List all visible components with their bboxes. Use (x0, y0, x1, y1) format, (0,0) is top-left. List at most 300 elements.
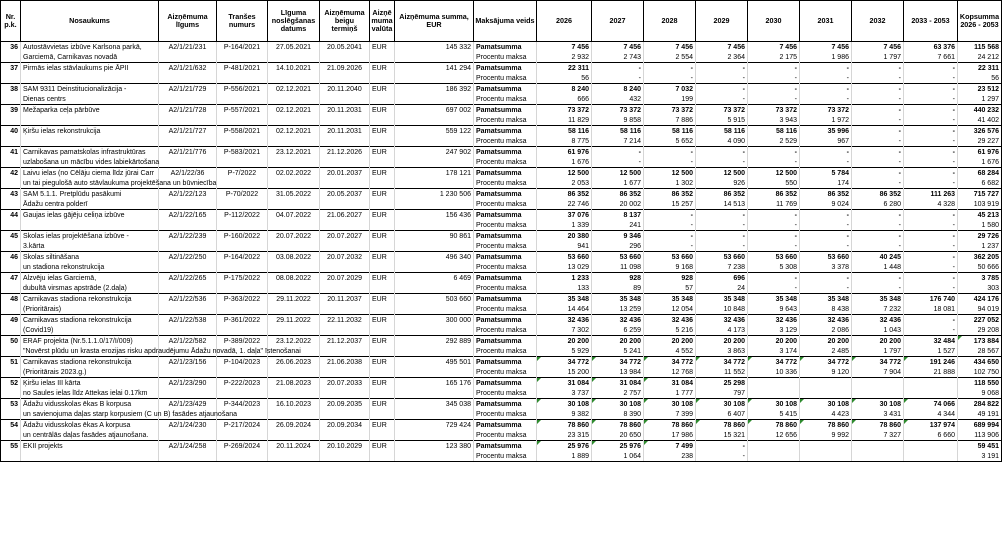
principal-value: 86 352 (748, 189, 800, 200)
currency: EUR (370, 63, 395, 74)
table-row-interest (1, 262, 1002, 273)
date-signed: 02.02.2022 (268, 168, 320, 179)
principal-value: - (852, 126, 904, 137)
payment-type-interest: Procentu maksa (474, 241, 537, 252)
empty-cell (320, 52, 370, 63)
interest-value: 17 986 (644, 430, 696, 441)
principal-value: 35 348 (800, 294, 852, 305)
interest-value: - (904, 115, 958, 126)
interest-total: 50 666 (958, 262, 1002, 273)
interest-value: 1 972 (800, 115, 852, 126)
project-name-line2: un stadiona rekonstrukcija (21, 262, 159, 273)
principal-value: 32 436 (800, 315, 852, 326)
row-number: 50 (1, 336, 21, 347)
empty-cell (268, 367, 320, 378)
tranche-number: P-222/2023 (217, 378, 268, 389)
interest-value: 9 643 (748, 304, 800, 315)
payment-type-principal: Pamatsumma (474, 315, 537, 326)
interest-value: 15 200 (537, 367, 592, 378)
principal-value: 7 032 (644, 84, 696, 95)
tranche-number: P-556/2021 (217, 84, 268, 95)
principal-total: 173 884 (958, 336, 1002, 347)
interest-value: 89 (592, 283, 644, 294)
table-row-interest (1, 304, 1002, 315)
interest-value: - (644, 73, 696, 84)
payment-type-principal: Pamatsumma (474, 357, 537, 368)
empty-cell (395, 136, 474, 147)
empty-cell (395, 451, 474, 462)
principal-value: 20 200 (748, 336, 800, 347)
interest-total: 29 227 (958, 136, 1002, 147)
interest-value (800, 451, 852, 462)
empty-cell (320, 220, 370, 231)
interest-value: 241 (592, 220, 644, 231)
interest-value: 7 238 (696, 262, 748, 273)
tranche-number: P-164/2022 (217, 252, 268, 263)
empty-cell (268, 73, 320, 84)
principal-value: - (904, 168, 958, 179)
tranche-number: P-558/2021 (217, 126, 268, 137)
interest-value: 18 081 (904, 304, 958, 315)
interest-value: 4 552 (644, 346, 696, 357)
empty-cell (217, 94, 268, 105)
payment-type-principal: Pamatsumma (474, 294, 537, 305)
payment-type-principal: Pamatsumma (474, 63, 537, 74)
empty-cell (370, 115, 395, 126)
principal-value: 78 860 (748, 420, 800, 431)
date-signed: 23.12.2021 (268, 147, 320, 158)
agreement-id: A2/1/22/239 (159, 231, 217, 242)
empty-cell (370, 451, 395, 462)
principal-value: - (904, 315, 958, 326)
principal-value: 73 372 (696, 105, 748, 116)
interest-value: - (696, 451, 748, 462)
header-row (1, 1, 1002, 42)
empty-cell (370, 325, 395, 336)
interest-value: - (644, 220, 696, 231)
principal-value: 86 352 (537, 189, 592, 200)
interest-total: 113 906 (958, 430, 1002, 441)
interest-value (904, 388, 958, 399)
empty-cell (320, 430, 370, 441)
loan-term: 21.06.2038 (320, 357, 370, 368)
date-signed: 02.12.2021 (268, 126, 320, 137)
interest-value: 15 321 (696, 430, 748, 441)
agreement-id: A2/1/22/265 (159, 273, 217, 284)
payment-type-principal: Pamatsumma (474, 147, 537, 158)
principal-value: 9 346 (592, 231, 644, 242)
principal-value: 53 660 (537, 252, 592, 263)
empty-cell (395, 262, 474, 273)
empty-cell (395, 304, 474, 315)
principal-value: 73 372 (748, 105, 800, 116)
principal-value: 8 240 (592, 84, 644, 95)
header-2031: 2031 (800, 1, 852, 42)
row-number: 38 (1, 84, 21, 95)
empty-cell (217, 430, 268, 441)
interest-total: 1 580 (958, 220, 1002, 231)
empty-cell (320, 199, 370, 210)
interest-value: 12 768 (644, 367, 696, 378)
row-number-empty (1, 94, 21, 105)
principal-value: 5 784 (800, 168, 852, 179)
payment-type-principal: Pamatsumma (474, 105, 537, 116)
project-name-line2: un centrālās daļas fasādes atjaunošana. (21, 430, 159, 441)
loan-term: 21.06.2027 (320, 210, 370, 221)
empty-cell (370, 52, 395, 63)
principal-value: - (904, 252, 958, 263)
interest-value: 9 992 (800, 430, 852, 441)
row-number: 51 (1, 357, 21, 368)
table-row (1, 105, 1002, 116)
header-2033-2053: 2033 - 2053 (904, 1, 958, 42)
interest-value: 2 529 (748, 136, 800, 147)
project-name-line2: un savienojuma daļas starp korpusiem (C un B) fasādes atjaunošana (21, 409, 159, 420)
principal-total: 23 512 (958, 84, 1002, 95)
loan-amount: 123 380 (395, 441, 474, 452)
interest-value: 13 029 (537, 262, 592, 273)
empty-cell (268, 430, 320, 441)
principal-value: - (696, 441, 748, 452)
interest-value: 1 889 (537, 451, 592, 462)
principal-value: 53 660 (696, 252, 748, 263)
loan-amount: 156 436 (395, 210, 474, 221)
empty-cell (217, 283, 268, 294)
interest-value: 1 043 (852, 325, 904, 336)
table-row (1, 168, 1002, 179)
principal-value: 7 456 (644, 42, 696, 53)
row-number-empty (1, 52, 21, 63)
agreement-id: A2/1/22/250 (159, 252, 217, 263)
loan-term: 20.07.2033 (320, 378, 370, 389)
empty-cell (370, 430, 395, 441)
principal-value: 31 084 (644, 378, 696, 389)
principal-value: - (852, 210, 904, 221)
principal-total: 227 052 (958, 315, 1002, 326)
principal-value: 53 660 (748, 252, 800, 263)
payment-type-principal: Pamatsumma (474, 126, 537, 137)
interest-value: - (904, 262, 958, 273)
interest-value: 926 (696, 178, 748, 189)
tranche-number: P-363/2022 (217, 294, 268, 305)
empty-cell (159, 157, 217, 168)
loan-term: 20.09.2034 (320, 420, 370, 431)
interest-value: 11 769 (748, 199, 800, 210)
principal-value: 58 116 (592, 126, 644, 137)
principal-value: 8 137 (592, 210, 644, 221)
empty-cell (370, 283, 395, 294)
empty-cell (159, 451, 217, 462)
empty-cell (217, 325, 268, 336)
empty-cell (320, 94, 370, 105)
interest-value: - (904, 241, 958, 252)
empty-cell (217, 157, 268, 168)
interest-value: - (696, 73, 748, 84)
empty-cell (370, 241, 395, 252)
empty-cell (370, 178, 395, 189)
agreement-id: A2/1/21/728 (159, 105, 217, 116)
interest-value: 199 (644, 94, 696, 105)
interest-value: 3 431 (852, 409, 904, 420)
interest-total: 49 191 (958, 409, 1002, 420)
empty-cell (268, 52, 320, 63)
interest-total: 303 (958, 283, 1002, 294)
principal-value: 34 772 (696, 357, 748, 368)
payment-type-interest: Procentu maksa (474, 136, 537, 147)
date-signed: 20.07.2022 (268, 231, 320, 242)
currency: EUR (370, 231, 395, 242)
payment-type-principal: Pamatsumma (474, 84, 537, 95)
interest-value: - (748, 157, 800, 168)
interest-value: - (748, 94, 800, 105)
empty-cell (395, 94, 474, 105)
payment-type-interest: Procentu maksa (474, 73, 537, 84)
empty-cell (159, 220, 217, 231)
interest-value (852, 388, 904, 399)
project-name-line2 (21, 451, 159, 462)
table-row (1, 294, 1002, 305)
currency: EUR (370, 84, 395, 95)
loan-term: 21.09.2026 (320, 63, 370, 74)
payment-type-interest: Procentu maksa (474, 283, 537, 294)
header-total: Kopsumma 2026 - 2053 (958, 1, 1002, 42)
interest-value: - (800, 283, 852, 294)
interest-value: - (904, 94, 958, 105)
empty-cell (159, 52, 217, 63)
principal-value (748, 378, 800, 389)
empty-cell (320, 115, 370, 126)
interest-value: - (800, 94, 852, 105)
date-signed: 29.11.2022 (268, 315, 320, 326)
principal-value: 30 108 (592, 399, 644, 410)
row-number-empty (1, 73, 21, 84)
currency: EUR (370, 147, 395, 158)
loan-term: 21.12.2037 (320, 336, 370, 347)
principal-value: 32 484 (904, 336, 958, 347)
row-number: 39 (1, 105, 21, 116)
header-payment-type: Maksājuma veids (474, 1, 537, 42)
interest-value: 7 886 (644, 115, 696, 126)
principal-value: - (852, 63, 904, 74)
empty-cell (395, 199, 474, 210)
row-number: 48 (1, 294, 21, 305)
payment-type-interest: Procentu maksa (474, 52, 537, 63)
payment-type-principal: Pamatsumma (474, 231, 537, 242)
interest-value: - (748, 283, 800, 294)
date-signed: 14.10.2021 (268, 63, 320, 74)
row-number: 52 (1, 378, 21, 389)
interest-value: 133 (537, 283, 592, 294)
agreement-id: A2/1/23/290 (159, 378, 217, 389)
tranche-number: P-112/2022 (217, 210, 268, 221)
empty-cell (320, 241, 370, 252)
empty-cell (159, 304, 217, 315)
interest-value: 24 (696, 283, 748, 294)
principal-value: - (592, 147, 644, 158)
interest-value: 1 302 (644, 178, 696, 189)
principal-value: 86 352 (644, 189, 696, 200)
interest-value: 1 527 (904, 346, 958, 357)
interest-total: 94 019 (958, 304, 1002, 315)
currency: EUR (370, 105, 395, 116)
empty-cell (159, 325, 217, 336)
empty-cell (370, 409, 395, 420)
principal-value: - (748, 147, 800, 158)
loan-amount: 247 902 (395, 147, 474, 158)
table-row (1, 231, 1002, 242)
table-row-interest (1, 94, 1002, 105)
interest-value: 7 214 (592, 136, 644, 147)
principal-value: 20 380 (537, 231, 592, 242)
tranche-number: P-344/2023 (217, 399, 268, 410)
interest-value: - (696, 94, 748, 105)
interest-value: 57 (644, 283, 696, 294)
interest-value (904, 451, 958, 462)
row-number-empty (1, 409, 21, 420)
principal-total: 61 976 (958, 147, 1002, 158)
interest-value: 174 (800, 178, 852, 189)
interest-value: 1 797 (852, 52, 904, 63)
interest-value: 5 216 (644, 325, 696, 336)
loan-term: 20.07.2027 (320, 231, 370, 242)
principal-value: - (904, 84, 958, 95)
principal-value: - (748, 63, 800, 74)
payment-type-principal: Pamatsumma (474, 252, 537, 263)
agreement-id: A2/1/22/538 (159, 315, 217, 326)
empty-cell (370, 220, 395, 231)
principal-value: 63 376 (904, 42, 958, 53)
principal-total: 29 726 (958, 231, 1002, 242)
empty-cell (159, 199, 217, 210)
empty-cell (395, 409, 474, 420)
principal-value: 20 200 (696, 336, 748, 347)
principal-value: - (852, 273, 904, 284)
table-row-interest (1, 178, 1002, 189)
row-number: 45 (1, 231, 21, 242)
interest-value: 22 746 (537, 199, 592, 210)
interest-value: 1 064 (592, 451, 644, 462)
project-name: EKII projekts (21, 441, 159, 452)
interest-value (800, 388, 852, 399)
empty-cell (217, 199, 268, 210)
interest-value: - (800, 73, 852, 84)
payment-type-principal: Pamatsumma (474, 420, 537, 431)
agreement-id: A2/1/22/36 (159, 168, 217, 179)
interest-total: 1 297 (958, 94, 1002, 105)
principal-value: 86 352 (592, 189, 644, 200)
principal-value (748, 441, 800, 452)
empty-cell (370, 367, 395, 378)
interest-total: 24 212 (958, 52, 1002, 63)
principal-value: 78 860 (852, 420, 904, 431)
empty-cell (320, 409, 370, 420)
empty-cell (217, 178, 268, 189)
interest-value: 1 797 (852, 346, 904, 357)
row-number-empty (1, 346, 21, 357)
empty-cell (395, 346, 474, 357)
row-number-empty (1, 115, 21, 126)
empty-cell (268, 304, 320, 315)
empty-cell (217, 220, 268, 231)
project-name: Skolas siltināšana (21, 252, 159, 263)
interest-value: 797 (696, 388, 748, 399)
interest-value: 6 407 (696, 409, 748, 420)
tranche-number: P-269/2024 (217, 441, 268, 452)
agreement-id: A2/1/23/156 (159, 357, 217, 368)
loan-amount: 292 889 (395, 336, 474, 347)
table-row-interest (1, 73, 1002, 84)
agreement-id: A2/1/22/123 (159, 189, 217, 200)
empty-cell (320, 388, 370, 399)
principal-value: 30 108 (537, 399, 592, 410)
principal-value: - (904, 210, 958, 221)
interest-value: - (800, 241, 852, 252)
header-amount: Aizņēmuma summa, EUR (395, 1, 474, 42)
principal-value: 78 860 (537, 420, 592, 431)
empty-cell (395, 52, 474, 63)
row-number: 42 (1, 168, 21, 179)
empty-cell (217, 451, 268, 462)
empty-cell (370, 136, 395, 147)
interest-value: 2 485 (800, 346, 852, 357)
interest-value: - (852, 94, 904, 105)
empty-cell (159, 388, 217, 399)
loan-amount: 6 469 (395, 273, 474, 284)
header-agreement: Aizņēmuma līgums (159, 1, 217, 42)
loan-amount: 495 501 (395, 357, 474, 368)
payment-type-principal: Pamatsumma (474, 273, 537, 284)
tranche-number: P-361/2022 (217, 315, 268, 326)
principal-value: 61 976 (537, 147, 592, 158)
interest-value: 6 280 (852, 199, 904, 210)
table-row (1, 399, 1002, 410)
tranche-number: P-7/2022 (217, 168, 268, 179)
table-row (1, 63, 1002, 74)
empty-cell (268, 283, 320, 294)
empty-cell (159, 430, 217, 441)
loan-amount: 178 121 (395, 168, 474, 179)
header-term: Aizņēmuma beigu termiņš (320, 1, 370, 42)
interest-value: 2 086 (800, 325, 852, 336)
principal-value: - (696, 231, 748, 242)
interest-total: 28 567 (958, 346, 1002, 357)
interest-value: 11 829 (537, 115, 592, 126)
agreement-id: A2/1/21/231 (159, 42, 217, 53)
empty-cell (395, 367, 474, 378)
empty-cell (370, 346, 395, 357)
date-signed: 27.05.2021 (268, 42, 320, 53)
principal-value (904, 441, 958, 452)
interest-value: 4 344 (904, 409, 958, 420)
interest-value: 10 848 (696, 304, 748, 315)
empty-cell (320, 73, 370, 84)
principal-value: - (748, 231, 800, 242)
empty-cell (159, 367, 217, 378)
interest-value: 11 552 (696, 367, 748, 378)
header-2027: 2027 (592, 1, 644, 42)
principal-value: - (800, 273, 852, 284)
principal-value: - (644, 147, 696, 158)
project-name: Autostāvvietas izbūve Karlsona parkā, (21, 42, 159, 53)
row-number-empty (1, 283, 21, 294)
empty-cell (268, 262, 320, 273)
empty-cell (370, 94, 395, 105)
loan-term: 20.11.2037 (320, 294, 370, 305)
loan-term: 22.11.2032 (320, 315, 370, 326)
currency: EUR (370, 399, 395, 410)
principal-value: - (644, 210, 696, 221)
empty-cell (395, 73, 474, 84)
